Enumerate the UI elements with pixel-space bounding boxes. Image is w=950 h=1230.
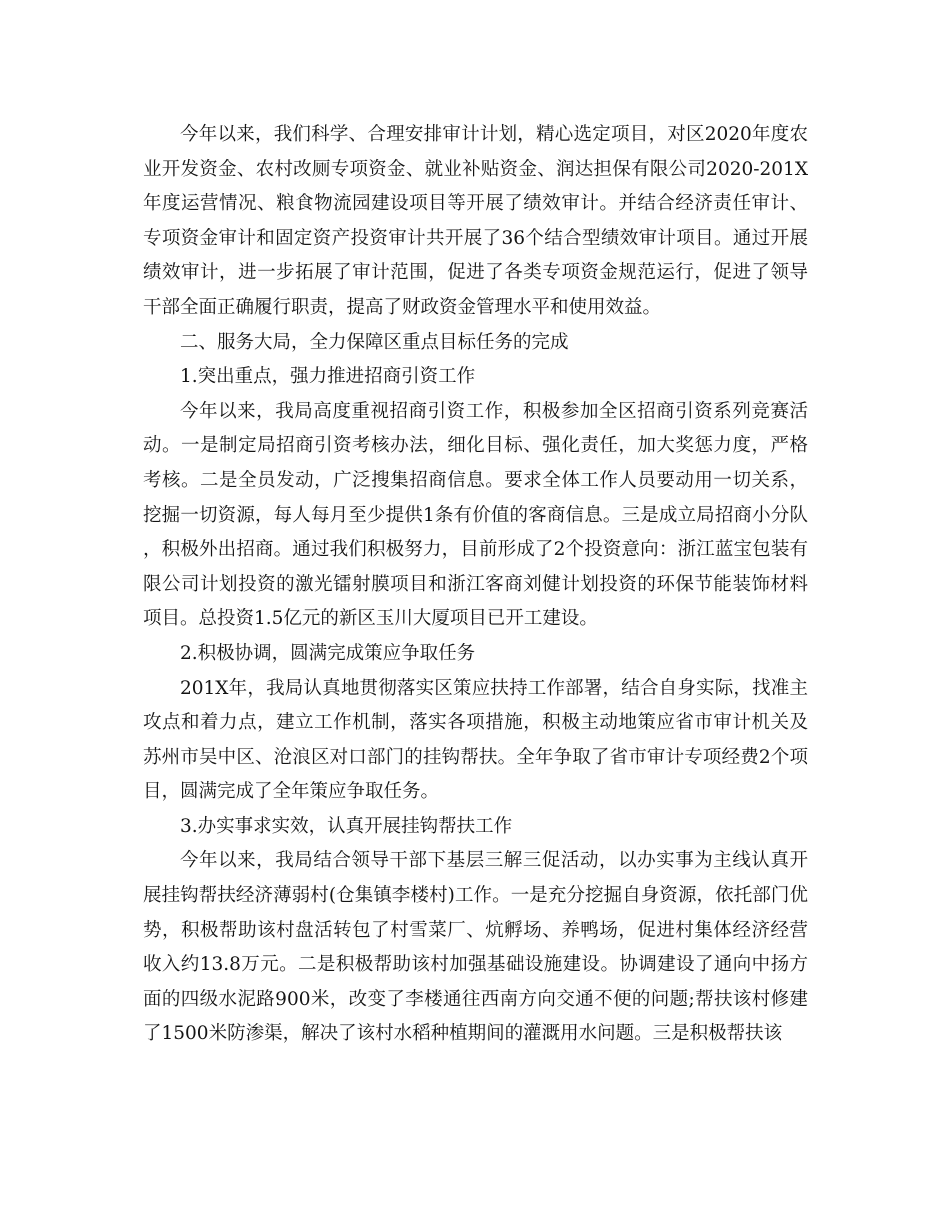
paragraph-coordination: 201X年，我局认真地贯彻落实区策应扶持工作部署，结合自身实际，找准主攻点和着力点，建立工作机制，落实各项措施，积极主动地策应省市审计机关及苏州市吴中区、沧浪区对口部门的挂钩帮扶。全年争取了省市审计专项经费2个项目，圆满完成了全年策应争取任务。 (143, 677, 808, 803)
subheading-investment-promotion: 1.突出重点，强力推进招商引资工作 (180, 366, 476, 388)
paragraph-performance-audit: 今年以来，我们科学、合理安排审计计划，精心选定项目，对区2020年度农业开发资金、农村改厕专项资金、就业补贴资金、润达担保有限公司2020-201X年度运营情况、粮食物流园建设项目等开展了绩效审计。并结合经济责任审计、专项资金审计和固定资产投资审计共开展了36个结合型绩效审计项目。通过开展绩效审计，进一步拓展了审计范围，促进了各类专项资金规范运行，促进了领导干部全面正确履行职责，提高了财政资金管理水平和使用效益。 (143, 124, 808, 318)
subheading-assistance: 3.办实事求实效，认真开展挂钩帮扶工作 (180, 815, 513, 837)
paragraph-assistance: 今年以来，我局结合领导干部下基层三解三促活动，以办实事为主线认真开展挂钩帮扶经济薄弱村(仓集镇李楼村)工作。一是充分挖掘自身资源，依托部门优势，积极帮助该村盘活转包了村雪菜厂、炕孵场、养鸭场，促进村集体经济经营收入约13.8万元。二是积极帮助该村加强基础设施建设。协调建设了通向中扬方面的四级水泥路900米，改变了李楼通往西南方向交通不便的问题;帮扶该村修建了1500米防渗渠，解决了该村水稻种植期间的灌溉用水问题。三是积极帮扶该 (143, 850, 808, 1045)
section-heading-serve-overall: 二、服务大局，全力保障区重点目标任务的完成 (180, 331, 569, 353)
paragraph-investment-promotion: 今年以来，我局高度重视招商引资工作，积极参加全区招商引资系列竞赛活动。一是制定局招商引资考核办法，细化目标、强化责任，加大奖惩力度，严格考核。二是全员发动，广泛搜集招商信息。要求全体工作人员要动用一切关系，挖掘一切资源，每人每月至少提供1条有价值的客商信息。三是成立局招商小分队，积极外出招商。通过我们积极努力，目前形成了2个投资意向：浙江蓝宝包装有限公司计划投资的激光镭射膜项目和浙江客商刘健计划投资的环保节能装饰材料项目。总投资1.5亿元的新区玉川大厦项目已开工建设。 (143, 400, 808, 630)
document-body (143, 118, 808, 1052)
subheading-coordination: 2.积极协调，圆满完成策应争取任务 (180, 642, 476, 664)
